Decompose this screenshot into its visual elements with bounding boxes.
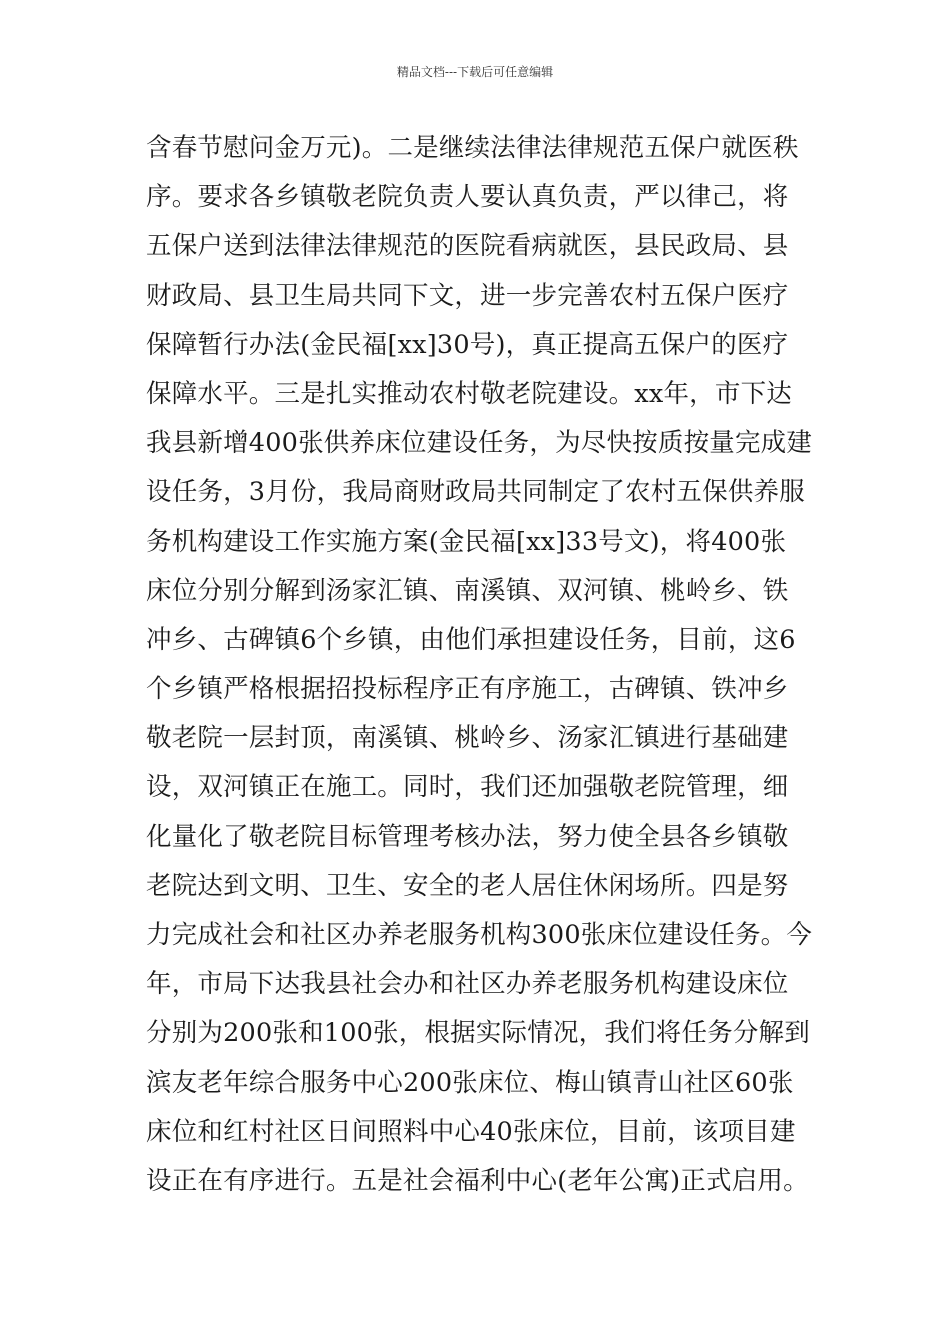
text-line: 床位分别分解到汤家汇镇、南溪镇、双河镇、桃岭乡、铁: [146, 575, 789, 606]
text-line: 设任务，3月份，我局商财政局共同制定了农村五保供养服: [146, 477, 805, 508]
text-line: 老院达到文明、卫生、安全的老人居住休闲场所。四是努: [146, 870, 789, 901]
text-line: 设正在有序进行。五是社会福利中心(老年公寓)正式启用。: [146, 1165, 809, 1196]
text-line: 滨友老年综合服务中心200张床位、梅山镇青山社区60张: [146, 1067, 794, 1098]
text-line: 力完成社会和社区办养老服务机构300张床位建设任务。今: [146, 920, 813, 950]
text-line: 保障水平。三是扎实推动农村敬老院建设。xx年，市下达: [146, 378, 792, 409]
text-line: 敬老院一层封顶，南溪镇、桃岭乡、汤家汇镇进行基础建: [146, 723, 789, 754]
text-line: 保障暂行办法(金民福[xx]30号)，真正提高五保户的医疗: [146, 329, 789, 360]
text-line: 床位和红村社区日间照料中心40张床位，目前，该项目建: [146, 1116, 796, 1147]
text-line: 务机构建设工作实施方案(金民福[xx]33号文)，将400张: [146, 526, 787, 557]
text-line: 个乡镇严格根据招投标程序正有序施工，古碑镇、铁冲乡: [146, 674, 789, 705]
text-line: 分别为200张和100张，根据实际情况，我们将任务分解到: [146, 1018, 810, 1049]
text-line: 序。要求各乡镇敬老院负责人要认真负责，严以律己，将: [146, 182, 789, 213]
text-line: 年，市局下达我县社会办和社区办养老服务机构建设床位: [146, 969, 789, 1000]
body-paragraph: [146, 124, 836, 1206]
text-line: 财政局、县卫生局共同下文，进一步完善农村五保户医疗: [146, 280, 789, 311]
text-line: 化量化了敬老院目标管理考核办法，努力使全县各乡镇敬: [146, 821, 789, 852]
text-line: 冲乡、古碑镇6个乡镇，由他们承担建设任务，目前，这6: [146, 624, 796, 655]
text-line: 设，双河镇正在施工。同时，我们还加强敬老院管理，细: [146, 772, 789, 803]
text-line: 五保户送到法律法律规范的医院看病就医，县民政局、县: [146, 231, 789, 262]
text-line: 含春节慰问金万元)。二是继续法律法律规范五保户就医秩: [146, 133, 799, 163]
text-line: 我县新增400张供养床位建设任务，为尽快按质按量完成建: [146, 428, 813, 459]
page-header: 精品文档---下载后可任意编辑: [396, 65, 554, 79]
